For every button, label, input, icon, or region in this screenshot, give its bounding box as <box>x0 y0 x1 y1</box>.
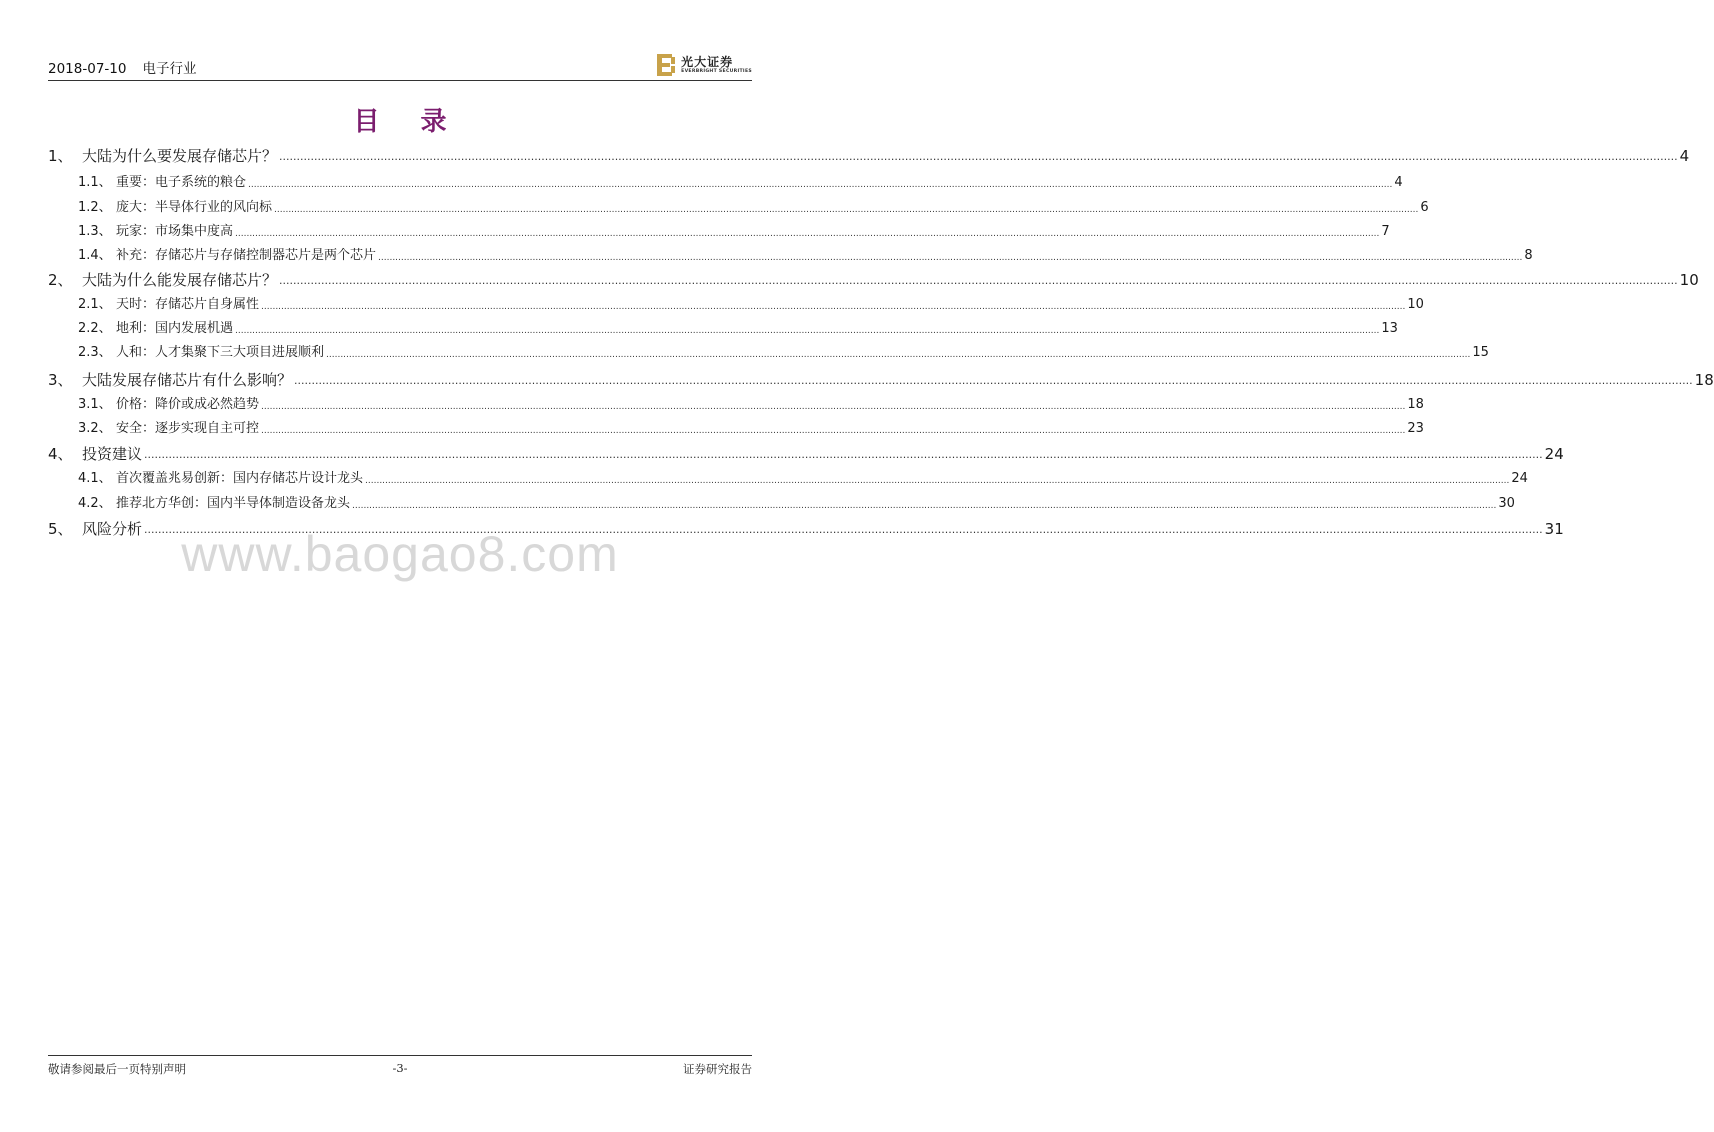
toc-entry-title: 投资建议 <box>82 445 143 463</box>
toc-entry-title: 大陆发展存储芯片有什么影响？ <box>82 371 293 389</box>
toc-entry[interactable] <box>48 344 1489 362</box>
toc-entry[interactable] <box>48 296 1424 314</box>
toc-entry-number: 2.2、 <box>78 321 112 336</box>
toc-entry-page: 15 <box>1472 345 1489 360</box>
toc-entry-title: 推荐北方华创：国内半导体制造设备龙头 <box>116 496 351 511</box>
toc-entry-title: 大陆为什么要发展存储芯片？ <box>82 147 278 165</box>
toc-entry-title: 庞大：半导体行业的风向标 <box>116 200 273 215</box>
toc-entry-page: 24 <box>1511 471 1528 486</box>
toc-entry-page: 18 <box>1407 397 1424 412</box>
toc-entry[interactable] <box>48 199 1429 217</box>
toc-entry[interactable] <box>48 223 1390 241</box>
toc-dot-leader: ................................................................................................................................................................................................................................................................................................................................................................................................................ <box>352 501 1497 511</box>
toc-entry-number: 2.3、 <box>78 345 112 360</box>
toc-entry[interactable] <box>48 495 1515 513</box>
header-meta <box>48 57 196 77</box>
toc-entry-page: 30 <box>1498 496 1515 511</box>
toc-entry-number: 1.4、 <box>78 248 112 263</box>
toc-entry-title: 地利：国内发展机遇 <box>116 321 234 336</box>
toc-entry[interactable] <box>48 320 1398 338</box>
toc-entry-number: 3.2、 <box>78 421 112 436</box>
toc-dot-leader: ................................................................................................................................................................................................................................................................................................................................................................................................................ <box>144 448 1543 461</box>
toc-entry-page: 8 <box>1524 248 1533 263</box>
page-footer <box>48 1055 752 1080</box>
toc-entry-title: 大陆为什么能发展存储芯片？ <box>82 271 278 289</box>
toc-entry-number: 4、 <box>48 445 73 463</box>
toc-entry[interactable] <box>48 420 1424 438</box>
toc-entry-title: 首次覆盖兆易创新：国内存储芯片设计龙头 <box>116 471 364 486</box>
toc-entry-title: 重要：电子系统的粮仓 <box>116 175 247 190</box>
toc-entry-title: 价格：降价或成必然趋势 <box>116 397 260 412</box>
page-number: -3- <box>392 1061 408 1075</box>
toc-entry[interactable] <box>48 174 1403 192</box>
toc-entry-page: 4 <box>1394 175 1403 190</box>
toc-entry-number: 5、 <box>48 520 73 538</box>
toc-dot-leader: ................................................................................................................................................................................................................................................................................................................................................................................................................ <box>235 229 1380 239</box>
toc-entry-number: 1、 <box>48 147 73 165</box>
logo-text-cn: 光大证券 <box>681 54 734 69</box>
toc-entry-number: 1.1、 <box>78 175 112 190</box>
toc-entry-number: 2、 <box>48 271 73 289</box>
toc-entry-number: 4.1、 <box>78 471 112 486</box>
report-date: 2018-07-10 <box>48 61 127 77</box>
toc-dot-leader: ................................................................................................................................................................................................................................................................................................................................................................................................................ <box>235 326 1380 336</box>
disclaimer-note: 敬请参阅最后一页特别声明 <box>48 1062 186 1076</box>
toc-entry-title: 补充：存储芯片与存储控制器芯片是两个芯片 <box>116 248 377 263</box>
toc-entry-title: 天时：存储芯片自身属性 <box>116 297 260 312</box>
page-header <box>48 48 752 81</box>
toc-dot-leader: ................................................................................................................................................................................................................................................................................................................................................................................................................ <box>279 274 1678 287</box>
toc-dot-leader: ................................................................................................................................................................................................................................................................................................................................................................................................................ <box>274 205 1419 215</box>
toc-entry[interactable] <box>48 147 1690 165</box>
toc-entry-number: 1.2、 <box>78 200 112 215</box>
toc-dot-leader: ................................................................................................................................................................................................................................................................................................................................................................................................................ <box>261 302 1406 312</box>
company-logo <box>657 54 752 76</box>
toc-title: 目 录 <box>353 107 463 137</box>
toc-entry[interactable] <box>48 396 1424 414</box>
toc-entry-page: 13 <box>1381 321 1398 336</box>
toc-entry-page: 10 <box>1407 297 1424 312</box>
toc-entry-page: 23 <box>1407 421 1424 436</box>
industry-label: 电子行业 <box>142 61 197 77</box>
toc-entry-page: 7 <box>1381 224 1390 239</box>
toc-dot-leader: ................................................................................................................................................................................................................................................................................................................................................................................................................ <box>365 476 1510 486</box>
toc-entry-number: 3.1、 <box>78 397 112 412</box>
toc-dot-leader: ................................................................................................................................................................................................................................................................................................................................................................................................................ <box>248 180 1393 190</box>
toc-entry-title: 玩家：市场集中度高 <box>116 224 234 239</box>
toc-dot-leader: ................................................................................................................................................................................................................................................................................................................................................................................................................ <box>261 426 1406 436</box>
logo-text-en: EVERBRIGHT SECURITIES <box>681 68 752 74</box>
toc-entry[interactable] <box>48 520 1564 538</box>
toc-entry-number: 3、 <box>48 371 73 389</box>
toc-entry-number: 4.2、 <box>78 496 112 511</box>
toc-entry-title: 人和：人才集聚下三大项目进展顺利 <box>116 345 325 360</box>
toc-dot-leader: ................................................................................................................................................................................................................................................................................................................................................................................................................ <box>378 253 1523 263</box>
toc-entry[interactable] <box>48 371 1714 389</box>
toc-entry-title: 安全：逐步实现自主可控 <box>116 421 260 436</box>
toc-dot-leader: ................................................................................................................................................................................................................................................................................................................................................................................................................ <box>294 374 1693 387</box>
toc-dot-leader: ................................................................................................................................................................................................................................................................................................................................................................................................................ <box>261 402 1406 412</box>
toc-dot-leader: ................................................................................................................................................................................................................................................................................................................................................................................................................ <box>279 150 1678 163</box>
toc-entry[interactable] <box>48 445 1564 463</box>
toc-dot-leader: ................................................................................................................................................................................................................................................................................................................................................................................................................ <box>144 523 1543 536</box>
toc-entry-page: 10 <box>1679 271 1699 289</box>
eb-logo-icon <box>657 54 675 76</box>
toc-entry-page: 31 <box>1544 520 1564 538</box>
toc-entry[interactable] <box>48 271 1699 289</box>
toc-entry-page: 18 <box>1694 371 1714 389</box>
toc-entry-page: 6 <box>1420 200 1429 215</box>
toc-entry[interactable] <box>48 247 1533 265</box>
toc-entry[interactable] <box>48 470 1528 488</box>
toc-entry-number: 1.3、 <box>78 224 112 239</box>
toc-dot-leader: ................................................................................................................................................................................................................................................................................................................................................................................................................ <box>326 350 1471 360</box>
toc-entry-page: 24 <box>1544 445 1564 463</box>
watermark: www.baogao8.com <box>181 526 619 582</box>
toc-entry-page: 4 <box>1679 147 1690 165</box>
report-type: 证券研究报告 <box>683 1062 752 1076</box>
toc-entry-title: 风险分析 <box>82 520 143 538</box>
toc-entry-number: 2.1、 <box>78 297 112 312</box>
